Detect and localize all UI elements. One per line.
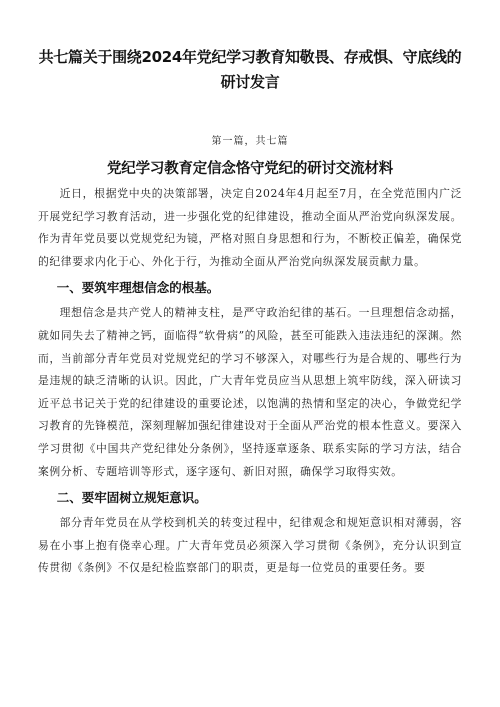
- document-title: [38, 45, 462, 95]
- document-title-line-2: 研讨发言: [220, 73, 280, 91]
- section-2-paragraph: 部分青年党员在从学校到机关的转变过程中，纪律观念和规矩意识相对薄弱，容易在小事上抱有侥幸心理。广大青年党员必须深入学习贯彻《条例》，充分认识到宣传贯彻《条例》不仅是纪检监察部门的职责，更是每一位党员的重要任务。要: [38, 516, 462, 575]
- section-heading-2: 二、要牢固树立规矩意识。: [56, 490, 207, 506]
- document-title-line-1: 共七篇关于围绕2024年党纪学习教育知敬畏、存戒惧、守底线的: [38, 48, 462, 66]
- section-heading-1: 一、要筑牢理想信念的根基。: [56, 280, 220, 296]
- section-1-paragraph: 理想信念是共产党人的精神支柱，是严守政治纪律的基石。一旦理想信念动摇，就如同失去了精神之钙，面临得“软骨病”的风险，甚至可能跌入违法违纪的深渊。然而，当前部分青年党员对党规党纪的学习不够深入，对哪些行为是合规的、哪些行为是违规的缺乏清晰的认识。因此，广大青年党员应当从思想上筑牢防线，深入研读习近平总书记关于党的纪律建设的重要论述，以饱满的热情和坚定的决心，争做党纪学习教育的先锋模范，深刻理解加强纪律建设对于全面从严治党的根本性意义。要深入学习贯彻《中国共产党纪律处分条例》，坚持逐章逐条、联系实际的学习方法，结合案例分析、专题培训等形式，逐字逐句、新旧对照，确保学习取得实效。: [38, 306, 462, 478]
- section-marker: 第一篇，共七篇: [211, 136, 289, 147]
- article-subtitle: 党纪学习教育定信念恪守党纪的研讨交流材料: [107, 161, 393, 177]
- intro-paragraph: 近日，根据党中央的决策部署，决定自2024年4月起至7月，在全党范围内广泛开展党纪学习教育活动，进一步强化党的纪律建设，推动全面从严治党向纵深发展。作为青年党员要以党规党纪为镜，严格对照自身思想和行为，不断校正偏差，确保党的纪律要求内化于心、外化于行，为推动全面从严治党向纵深发展贡献力量。: [38, 187, 462, 268]
